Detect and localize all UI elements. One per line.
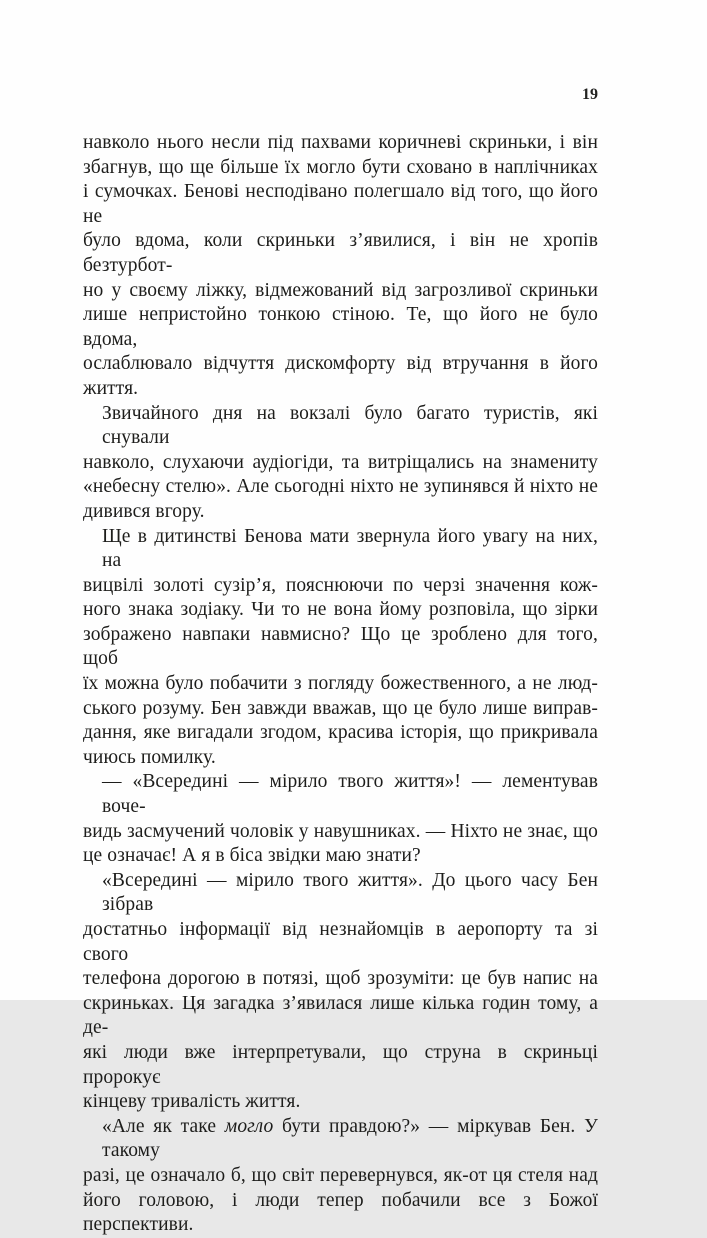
text-line: но у своєму ліжку, відмежований від загрозливої скриньки	[83, 279, 598, 301]
paragraph	[83, 525, 598, 771]
text-line: лише непристойно тонкою стіною. Те, що його не було вдома,	[83, 304, 598, 350]
paragraph	[83, 869, 598, 1115]
text-line: це означає! А я в біса звідки маю знати?	[83, 845, 421, 867]
paragraph	[83, 131, 598, 402]
text-line: навколо нього несли під пахвами коричневі скриньки, і він	[83, 132, 598, 153]
page-number: 19	[582, 86, 598, 103]
text-line: ського розуму. Бен завжди вважав, що це було лише виправ-	[83, 697, 598, 719]
text-line: разі, це означало б, що світ перевернувся, як-от ця стеля над	[83, 1164, 598, 1186]
paragraph	[83, 402, 598, 525]
text-line: які люди вже інтерпретували, що струна в скриньці пророкує	[83, 1041, 598, 1088]
text-line: кінцеву тривалість життя.	[83, 1091, 301, 1113]
text-line: дання, яке вигадали згодом, красива історія, що прикривала	[83, 722, 598, 744]
text-line: — «Всередині — мірило твого життя»! — лементував воче-	[102, 771, 598, 818]
text-line: видь засмучений чоловік у навушниках. — Ніхто не знає, що	[83, 820, 598, 842]
text-line: вицвілі золоті сузір’я, пояснюючи по черзі значення кож-	[83, 574, 598, 596]
text-line: збагнув, що ще більше їх могло бути сховано в наплічниках	[83, 156, 598, 178]
text-line: дивився вгору.	[83, 500, 205, 522]
text-line: було вдома, коли скриньки з’явилися, і він не хропів безтурбот-	[83, 230, 598, 276]
text-line: навколо, слухаючи аудіогіди, та витріщались на знамениту	[83, 451, 598, 473]
text-line: їх можна було побачити з погляду божественного, а не люд-	[83, 673, 598, 695]
text-line: «небесну стелю». Але сьогодні ніхто не зупинявся й ніхто не	[83, 476, 598, 498]
text-line: достатньо інформації від незнайомців в аеропорту та зі свого	[83, 919, 598, 965]
paragraph	[83, 770, 598, 868]
paragraph	[83, 1115, 598, 1238]
text-line: телефона дорогою в потязі, щоб зрозуміти: це був напис на	[83, 968, 598, 990]
text-line: Звичайного дня на вокзалі було багато туристів, які снували	[102, 402, 598, 449]
text-line: «Але як таке могло бути правдою?» — міркував Бен. У такому	[102, 1115, 598, 1162]
text-line: зображено навпаки навмисно? Що це зроблено для того, щоб	[83, 623, 598, 670]
text-line: скриньках. Ця загадка з’явилася лише кілька годин тому, а де-	[83, 992, 598, 1039]
text-line: ослаблювало відчуття дискомфорту від втручання в його життя.	[83, 353, 598, 399]
text-line: ного знака зодіаку. Чи то не вона йому розповіла, що зірки	[83, 599, 598, 621]
text-line: його головою, і люди тепер побачили все з Божої перспективи.	[83, 1189, 598, 1236]
text-line: чиюсь помилку.	[83, 746, 216, 768]
page-text	[83, 131, 598, 1238]
text-line: «Всередині — мірило твого життя». До цього часу Бен зібрав	[102, 869, 598, 916]
text-line: Ще в дитинстві Бенова мати звернула його увагу на них, на	[102, 525, 598, 572]
text-line: і сумочках. Бенові несподівано полегшало від того, що його не	[83, 181, 598, 227]
